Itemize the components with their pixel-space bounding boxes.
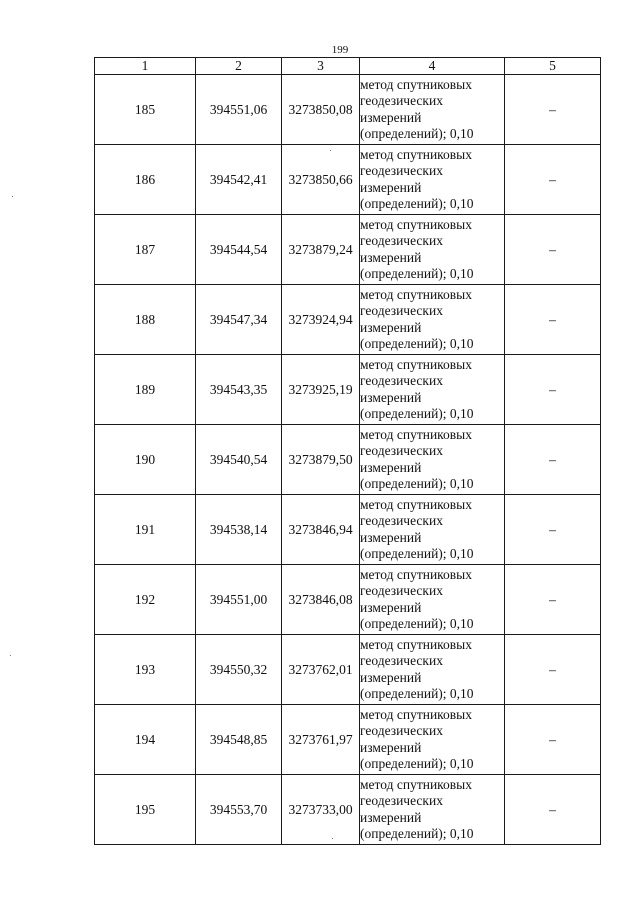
column-5-cell: – <box>505 635 601 705</box>
table-row <box>95 75 601 145</box>
x-coordinate-cell: 394547,34 <box>196 285 282 355</box>
column-header-3: 3 <box>282 58 360 75</box>
point-number-cell: 195 <box>95 775 196 845</box>
table-row <box>95 775 601 845</box>
coordinates-table <box>94 57 601 845</box>
column-5-cell: – <box>505 495 601 565</box>
y-coordinate-cell: 3273846,08 <box>282 565 360 635</box>
y-coordinate-cell: 3273850,08 <box>282 75 360 145</box>
scan-speck <box>10 655 11 656</box>
column-5-cell: – <box>505 775 601 845</box>
scan-speck <box>330 150 331 151</box>
column-header-4: 4 <box>360 58 505 75</box>
y-coordinate-cell: 3273761,97 <box>282 705 360 775</box>
point-number-cell: 187 <box>95 215 196 285</box>
point-number-cell: 185 <box>95 75 196 145</box>
x-coordinate-cell: 394538,14 <box>196 495 282 565</box>
table-row <box>95 565 601 635</box>
method-cell: метод спутниковых геодезических измерений (определений); 0,10 <box>360 215 505 285</box>
method-cell: метод спутниковых геодезических измерений (определений); 0,10 <box>360 145 505 215</box>
point-number-cell: 189 <box>95 355 196 425</box>
x-coordinate-cell: 394540,54 <box>196 425 282 495</box>
point-number-cell: 191 <box>95 495 196 565</box>
column-5-cell: – <box>505 565 601 635</box>
point-number-cell: 192 <box>95 565 196 635</box>
method-cell: метод спутниковых геодезических измерений (определений); 0,10 <box>360 705 505 775</box>
x-coordinate-cell: 394551,06 <box>196 75 282 145</box>
column-5-cell: – <box>505 75 601 145</box>
y-coordinate-cell: 3273924,94 <box>282 285 360 355</box>
column-5-cell: – <box>505 355 601 425</box>
page-number: 199 <box>331 44 349 56</box>
point-number-cell: 194 <box>95 705 196 775</box>
x-coordinate-cell: 394548,85 <box>196 705 282 775</box>
y-coordinate-cell: 3273846,94 <box>282 495 360 565</box>
scan-speck <box>332 838 333 839</box>
table-row <box>95 705 601 775</box>
column-5-cell: – <box>505 705 601 775</box>
method-cell: метод спутниковых геодезических измерений (определений); 0,10 <box>360 775 505 845</box>
y-coordinate-cell: 3273879,50 <box>282 425 360 495</box>
table-row <box>95 635 601 705</box>
table-header-row <box>95 58 601 75</box>
method-cell: метод спутниковых геодезических измерений (определений); 0,10 <box>360 635 505 705</box>
x-coordinate-cell: 394553,70 <box>196 775 282 845</box>
method-cell: метод спутниковых геодезических измерений (определений); 0,10 <box>360 425 505 495</box>
table-body <box>95 75 601 845</box>
method-cell: метод спутниковых геодезических измерений (определений); 0,10 <box>360 75 505 145</box>
y-coordinate-cell: 3273850,66 <box>282 145 360 215</box>
point-number-cell: 186 <box>95 145 196 215</box>
x-coordinate-cell: 394543,35 <box>196 355 282 425</box>
method-cell: метод спутниковых геодезических измерений (определений); 0,10 <box>360 285 505 355</box>
y-coordinate-cell: 3273879,24 <box>282 215 360 285</box>
x-coordinate-cell: 394551,00 <box>196 565 282 635</box>
column-header-2: 2 <box>196 58 282 75</box>
y-coordinate-cell: 3273733,00 <box>282 775 360 845</box>
column-header-5: 5 <box>505 58 601 75</box>
column-5-cell: – <box>505 215 601 285</box>
point-number-cell: 190 <box>95 425 196 495</box>
y-coordinate-cell: 3273925,19 <box>282 355 360 425</box>
table-row <box>95 425 601 495</box>
table-row <box>95 285 601 355</box>
table-row <box>95 215 601 285</box>
column-5-cell: – <box>505 425 601 495</box>
y-coordinate-cell: 3273762,01 <box>282 635 360 705</box>
table-row <box>95 355 601 425</box>
column-5-cell: – <box>505 285 601 355</box>
method-cell: метод спутниковых геодезических измерений (определений); 0,10 <box>360 565 505 635</box>
scan-speck <box>12 196 13 197</box>
column-5-cell: – <box>505 145 601 215</box>
x-coordinate-cell: 394550,32 <box>196 635 282 705</box>
x-coordinate-cell: 394544,54 <box>196 215 282 285</box>
point-number-cell: 188 <box>95 285 196 355</box>
method-cell: метод спутниковых геодезических измерений (определений); 0,10 <box>360 495 505 565</box>
column-header-1: 1 <box>95 58 196 75</box>
x-coordinate-cell: 394542,41 <box>196 145 282 215</box>
table-row <box>95 495 601 565</box>
table-row <box>95 145 601 215</box>
point-number-cell: 193 <box>95 635 196 705</box>
method-cell: метод спутниковых геодезических измерений (определений); 0,10 <box>360 355 505 425</box>
